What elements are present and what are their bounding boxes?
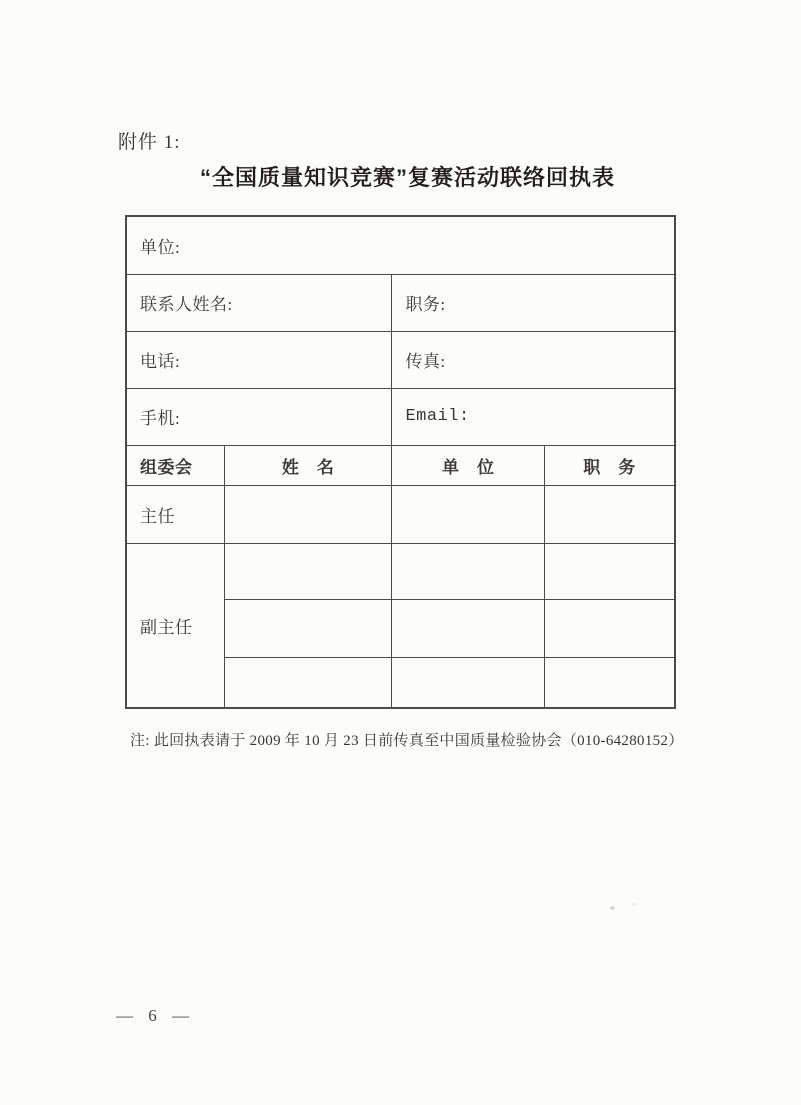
empty-cell bbox=[392, 485, 545, 543]
empty-cell bbox=[392, 599, 545, 657]
empty-cell bbox=[544, 657, 675, 708]
director-row bbox=[126, 485, 675, 543]
fax-field-cell bbox=[392, 331, 675, 388]
row-phone bbox=[126, 331, 675, 388]
email-label: Email: bbox=[405, 407, 470, 426]
mobile-field-cell bbox=[126, 388, 392, 445]
deputy-director-row-1 bbox=[126, 543, 675, 599]
unit-header-cell: 单 位 bbox=[392, 445, 545, 485]
mobile-label: 手机: bbox=[140, 409, 181, 428]
committee-header-row bbox=[126, 445, 675, 485]
fax-label: 传真: bbox=[405, 352, 446, 371]
scan-speck bbox=[610, 906, 615, 910]
contact-name-field-cell bbox=[126, 274, 392, 331]
scan-speck bbox=[633, 903, 636, 905]
position-field-cell bbox=[392, 274, 675, 331]
email-field-cell bbox=[392, 388, 675, 445]
empty-cell bbox=[392, 543, 545, 599]
row-unit bbox=[126, 216, 675, 274]
empty-cell bbox=[224, 485, 392, 543]
phone-label: 电话: bbox=[140, 352, 181, 371]
empty-cell bbox=[224, 657, 392, 708]
attachment-label: 附件 1: bbox=[118, 132, 181, 153]
empty-cell bbox=[224, 599, 392, 657]
phone-field-cell bbox=[126, 331, 392, 388]
empty-cell bbox=[544, 485, 675, 543]
empty-cell bbox=[544, 599, 675, 657]
position-header-cell: 职 务 bbox=[544, 445, 675, 485]
page-number: — 6 — bbox=[116, 1006, 190, 1025]
empty-cell bbox=[224, 543, 392, 599]
director-role-cell: 主任 bbox=[126, 485, 224, 543]
contact-form-table bbox=[125, 215, 676, 709]
empty-cell bbox=[392, 657, 545, 708]
committee-header-cell: 组委会 bbox=[126, 445, 224, 485]
empty-cell bbox=[544, 543, 675, 599]
page-title: “全国质量知识竞赛”复赛活动联络回执表 bbox=[199, 165, 615, 190]
name-header-cell: 姓 名 bbox=[224, 445, 392, 485]
deputy-director-role-cell: 副主任 bbox=[126, 543, 224, 708]
unit-field-cell bbox=[126, 216, 675, 274]
unit-label: 单位: bbox=[140, 237, 181, 257]
row-mobile bbox=[126, 388, 675, 445]
position-label: 职务: bbox=[405, 295, 446, 314]
footnote: 注: 此回执表请于 2009 年 10 月 23 日前传真至中国质量检验协会（010-64280152） bbox=[130, 733, 684, 749]
contact-name-label: 联系人姓名: bbox=[140, 295, 233, 314]
row-contact bbox=[126, 274, 675, 331]
